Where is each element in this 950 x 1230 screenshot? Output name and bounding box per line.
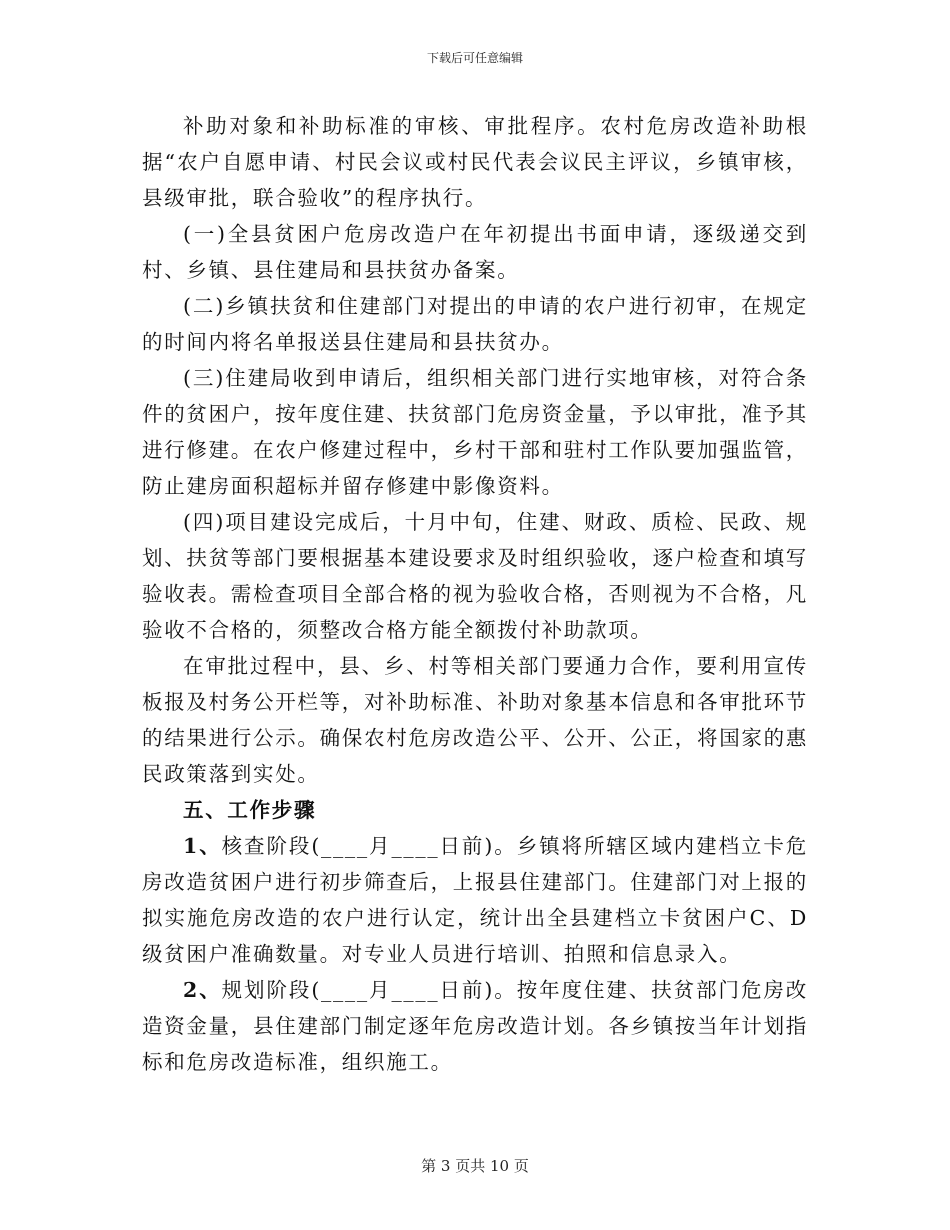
step-text-2: 规划阶段(____月____日前)。按年度住建、扶贫部门危房改造资金量，县住建部门制定逐年危房改造计划。各乡镇按当年计划指标和危房改造标准，组织施工。 <box>142 978 808 1074</box>
step-text-1: 核查阶段(____月____日前)。乡镇将所辖区域内建档立卡危房改造贫困户进行初步筛查后，上报县住建部门。住建部门对上报的拟实施危房改造的农户进行认定，统计出全县建档立卡贫困户C、D级贫困户准确数量。对专业人员进行培训、拍照和信息录入。 <box>142 834 808 966</box>
paragraph-approval-procedure: 补助对象和补助标准的审核、审批程序。农村危房改造补助根据“农户自愿申请、村民会议或村民代表会议民主评议，乡镇审核，县级审批，联合验收”的程序执行。 <box>142 114 808 210</box>
page-header: 下载后可任意编辑 <box>426 51 523 65</box>
step-number-1: 1、 <box>183 834 222 858</box>
paragraph-item-1: (一)全县贫困户危房改造户在年初提出书面申请，逐级递交到村、乡镇、县住建局和县扶贫办备案。 <box>142 222 808 282</box>
page-footer: 第 3 页共 10 页 <box>421 1157 529 1175</box>
step-number-2: 2、 <box>183 978 222 1002</box>
section-heading: 五、工作步骤 <box>183 798 317 822</box>
paragraph-item-4: (四)项目建设完成后，十月中旬，住建、财政、质检、民政、规划、扶贫等部门要根据基本建设要求及时组织验收，逐户检查和填写验收表。需检查项目全部合格的视为验收合格，否则视为不合格，凡验收不合格的，须整改合格方能全额拨付补助款项。 <box>142 510 808 642</box>
paragraph-item-2: (二)乡镇扶贫和住建部门对提出的申请的农户进行初审，在规定的时间内将名单报送县住建局和县扶贫办。 <box>142 294 808 354</box>
document-body <box>142 108 808 1080</box>
paragraph-publicity: 在审批过程中，县、乡、村等相关部门要通力合作，要利用宣传板报及村务公开栏等，对补助标准、补助对象基本信息和各审批环节的结果进行公示。确保农村危房改造公平、公开、公正，将国家的惠民政策落到实处。 <box>142 654 808 786</box>
step-paragraph-2 <box>142 972 808 1080</box>
step-paragraph-1 <box>142 828 808 972</box>
paragraph-item-3: (三)住建局收到申请后，组织相关部门进行实地审核，对符合条件的贫困户，按年度住建、扶贫部门危房资金量，予以审批，准予其进行修建。在农户修建过程中，乡村干部和驻村工作队要加强监管，防止建房面积超标并留存修建中影像资料。 <box>142 366 808 498</box>
